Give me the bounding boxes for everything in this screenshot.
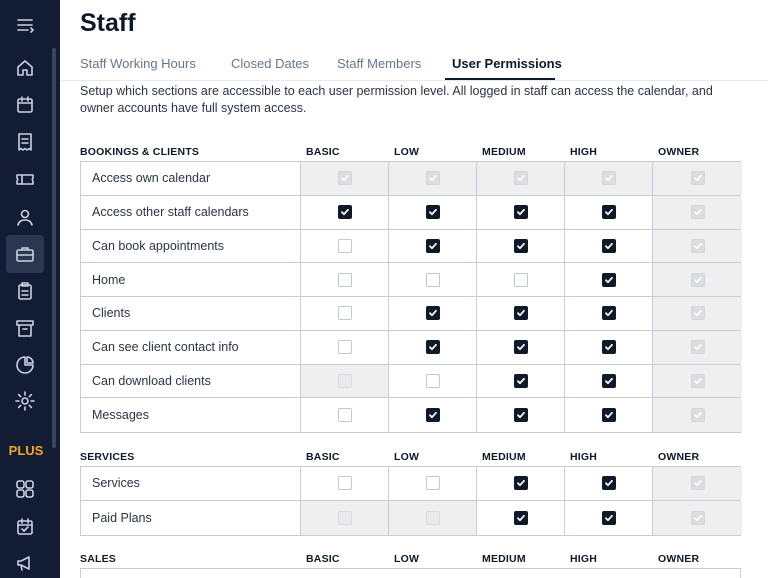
sidebar-item-pie-chart[interactable]	[6, 346, 44, 384]
permission-cell-owner	[653, 365, 742, 398]
permission-cell-medium	[477, 196, 565, 229]
section-header-sales	[80, 553, 740, 567]
permission-cell-owner	[653, 162, 742, 195]
permission-cell-owner	[653, 331, 742, 364]
permission-checkbox-basic	[338, 374, 352, 388]
permission-cell-low	[389, 162, 477, 195]
permission-checkbox-basic[interactable]	[338, 239, 352, 253]
column-header-low: LOW	[394, 553, 420, 565]
sidebar-item-calendar-check[interactable]	[6, 508, 44, 546]
column-header-basic: BASIC	[306, 146, 340, 158]
sidebar-item-gear[interactable]	[6, 382, 44, 420]
permission-checkbox-medium[interactable]	[514, 340, 528, 354]
permission-cell-low	[389, 467, 477, 500]
sidebar-item-archive[interactable]	[6, 309, 44, 347]
permission-checkbox-high[interactable]	[602, 374, 616, 388]
permission-checkbox-basic[interactable]	[338, 205, 352, 219]
page-description: Setup which sections are accessible to each user permission level. All logged in staff can access the calendar, and owner accounts have full system access.	[80, 84, 713, 115]
column-header-high: HIGH	[570, 553, 598, 565]
permission-checkbox-basic[interactable]	[338, 273, 352, 287]
tab-divider	[60, 80, 768, 81]
permission-checkbox-high[interactable]	[602, 306, 616, 320]
permission-label: Can see client contact info	[81, 331, 301, 364]
permission-checkbox-owner	[691, 511, 705, 525]
permission-cell-low	[389, 501, 477, 535]
permission-row-home	[81, 263, 740, 297]
permission-cell-medium	[477, 365, 565, 398]
column-header-medium: MEDIUM	[482, 146, 526, 158]
permission-cell-basic	[301, 230, 389, 263]
permission-checkbox-low	[426, 511, 440, 525]
permission-checkbox-owner	[691, 171, 705, 185]
permission-checkbox-basic	[338, 511, 352, 525]
permissions-table-sales	[80, 568, 741, 578]
permission-label: Home	[81, 263, 301, 296]
permission-checkbox-low[interactable]	[426, 340, 440, 354]
sidebar-item-user[interactable]	[6, 198, 44, 236]
permission-cell-low	[389, 263, 477, 296]
page-title: Staff	[80, 9, 136, 37]
permission-checkbox-high	[602, 171, 616, 185]
permission-cell-low	[389, 196, 477, 229]
permission-label: Paid Plans	[81, 501, 301, 535]
permission-checkbox-low	[426, 171, 440, 185]
permission-cell-high	[565, 365, 653, 398]
permission-checkbox-basic[interactable]	[338, 306, 352, 320]
permission-checkbox-high[interactable]	[602, 340, 616, 354]
permission-cell-basic	[301, 467, 389, 500]
permission-checkbox-owner	[691, 273, 705, 287]
permission-cell-owner	[653, 398, 742, 432]
main-content	[60, 0, 768, 578]
sidebar-item-megaphone[interactable]	[6, 544, 44, 578]
permission-checkbox-owner	[691, 476, 705, 490]
tab-staff-members[interactable]: Staff Members	[337, 56, 422, 71]
column-header-owner: OWNER	[658, 146, 700, 158]
permission-checkbox-owner	[691, 374, 705, 388]
permission-row-paid-plans	[81, 501, 740, 535]
permission-cell-basic	[301, 162, 389, 195]
permission-label: Clients	[81, 297, 301, 330]
permission-cell-basic	[301, 398, 389, 432]
column-header-low: LOW	[394, 146, 420, 158]
permission-cell-owner	[653, 467, 742, 500]
permission-checkbox-low[interactable]	[426, 408, 440, 422]
plus-label[interactable]: PLUS	[8, 443, 44, 458]
permission-cell-basic	[301, 501, 389, 535]
permission-cell-medium	[477, 467, 565, 500]
permission-cell-medium	[477, 297, 565, 330]
permission-label: Can book appointments	[81, 230, 301, 263]
permission-checkbox-high[interactable]	[602, 273, 616, 287]
receipt-icon	[14, 131, 36, 153]
permission-row-messages	[81, 398, 740, 432]
permission-checkbox-medium[interactable]	[514, 205, 528, 219]
column-header-high: HIGH	[570, 146, 598, 158]
sidebar-item-briefcase[interactable]	[6, 235, 44, 273]
permission-cell-high	[565, 331, 653, 364]
permission-cell-high	[565, 162, 653, 195]
permission-cell-owner	[653, 263, 742, 296]
section-header-services	[80, 451, 740, 465]
permission-checkbox-medium[interactable]	[514, 306, 528, 320]
menu-collapse-icon	[14, 14, 36, 36]
permission-checkbox-owner	[691, 340, 705, 354]
permission-cell-high	[565, 230, 653, 263]
column-header-medium: MEDIUM	[482, 553, 526, 565]
sidebar-scrollbar[interactable]	[52, 48, 56, 448]
tab-bar	[60, 52, 768, 80]
column-header-low: LOW	[394, 451, 420, 463]
permission-row-can-download-clients	[81, 365, 740, 399]
permission-row-clients	[81, 297, 740, 331]
permission-checkbox-high[interactable]	[602, 511, 616, 525]
permission-cell-basic	[301, 263, 389, 296]
column-header-high: HIGH	[570, 451, 598, 463]
permission-label: Messages	[81, 398, 301, 432]
permission-checkbox-medium[interactable]	[514, 408, 528, 422]
tab-closed-dates[interactable]: Closed Dates	[231, 56, 310, 71]
permission-checkbox-owner	[691, 205, 705, 219]
permission-row-can-see-client-contact-info	[81, 331, 740, 365]
permission-cell-low	[389, 297, 477, 330]
permission-checkbox-low[interactable]	[426, 306, 440, 320]
permission-checkbox-high[interactable]	[602, 476, 616, 490]
permission-cell-medium	[477, 501, 565, 535]
permission-cell-basic	[301, 365, 389, 398]
home-icon	[14, 56, 36, 78]
permission-checkbox-low[interactable]	[426, 273, 440, 287]
permission-checkbox-basic[interactable]	[338, 408, 352, 422]
permission-checkbox-low[interactable]	[426, 374, 440, 388]
tab-staff-working-hours[interactable]: Staff Working Hours	[80, 56, 196, 71]
permission-checkbox-owner	[691, 239, 705, 253]
sidebar-item-home[interactable]	[6, 48, 44, 86]
permission-checkbox-low[interactable]	[426, 205, 440, 219]
permission-checkbox-owner	[691, 408, 705, 422]
sidebar-item-ticket[interactable]	[6, 160, 44, 198]
permission-checkbox-low[interactable]	[426, 239, 440, 253]
section-header-bookings-and-clients	[80, 146, 740, 160]
section-title: BOOKINGS & CLIENTS	[80, 146, 200, 158]
permission-cell-basic	[301, 196, 389, 229]
sidebar-item-calendar[interactable]	[6, 86, 44, 124]
permission-checkbox-medium	[514, 171, 528, 185]
permission-cell-low	[389, 365, 477, 398]
permission-label: Access own calendar	[81, 162, 301, 195]
permission-checkbox-medium[interactable]	[514, 239, 528, 253]
ticket-icon	[14, 168, 36, 190]
tab-user-permissions[interactable]: User Permissions	[452, 56, 562, 71]
permission-checkbox-owner	[691, 306, 705, 320]
permission-cell-high	[565, 196, 653, 229]
calendar-icon	[14, 94, 36, 116]
permission-cell-owner	[653, 196, 742, 229]
permission-cell-high	[565, 297, 653, 330]
permission-cell-high	[565, 467, 653, 500]
permission-checkbox-medium[interactable]	[514, 273, 528, 287]
section-title: SERVICES	[80, 451, 135, 463]
sidebar-item-receipt[interactable]	[6, 123, 44, 161]
column-header-owner: OWNER	[658, 553, 700, 565]
permission-row-access-own-calendar	[81, 162, 740, 196]
permission-cell-medium	[477, 331, 565, 364]
permission-checkbox-basic	[338, 171, 352, 185]
permission-checkbox-low[interactable]	[426, 476, 440, 490]
column-header-owner: OWNER	[658, 451, 700, 463]
permission-cell-medium	[477, 398, 565, 432]
permission-checkbox-medium[interactable]	[514, 476, 528, 490]
permission-checkbox-basic[interactable]	[338, 340, 352, 354]
clipboard-icon	[14, 280, 36, 302]
sidebar-item-clipboard[interactable]	[6, 272, 44, 310]
permission-label: Access other staff calendars	[81, 196, 301, 229]
sidebar	[0, 0, 60, 578]
permission-cell-owner	[653, 297, 742, 330]
permission-checkbox-high[interactable]	[602, 239, 616, 253]
megaphone-icon	[14, 552, 36, 574]
permission-cell-medium	[477, 162, 565, 195]
gear-icon	[14, 390, 36, 412]
column-header-medium: MEDIUM	[482, 451, 526, 463]
permissions-table-bookings-and-clients	[80, 161, 741, 433]
permission-checkbox-high[interactable]	[602, 205, 616, 219]
permission-row-services	[81, 467, 740, 501]
permission-cell-low	[389, 398, 477, 432]
permission-label: Can download clients	[81, 365, 301, 398]
permission-cell-basic	[301, 297, 389, 330]
column-header-basic: BASIC	[306, 553, 340, 565]
permission-cell-high	[565, 263, 653, 296]
permission-checkbox-medium[interactable]	[514, 374, 528, 388]
permission-checkbox-high[interactable]	[602, 408, 616, 422]
pie-chart-icon	[14, 354, 36, 376]
permission-cell-medium	[477, 263, 565, 296]
apps-grid-icon	[14, 478, 36, 500]
permission-cell-low	[389, 331, 477, 364]
permission-row-access-other-staff-calendars	[81, 196, 740, 230]
calendar-check-icon	[14, 516, 36, 538]
permission-cell-high	[565, 501, 653, 535]
permissions-table-services	[80, 466, 741, 536]
permission-cell-owner	[653, 501, 742, 535]
sidebar-item-apps-grid[interactable]	[6, 470, 44, 508]
permission-cell-basic	[301, 331, 389, 364]
permission-cell-high	[565, 398, 653, 432]
permission-label: Services	[81, 467, 301, 500]
column-header-basic: BASIC	[306, 451, 340, 463]
sidebar-item-menu-collapse[interactable]	[6, 6, 44, 44]
permission-checkbox-medium[interactable]	[514, 511, 528, 525]
permission-checkbox-basic[interactable]	[338, 476, 352, 490]
section-title: SALES	[80, 553, 117, 565]
briefcase-icon	[14, 243, 36, 265]
permission-row-can-book-appointments	[81, 230, 740, 264]
permission-cell-owner	[653, 230, 742, 263]
user-icon	[14, 206, 36, 228]
permission-cell-medium	[477, 230, 565, 263]
permission-cell-low	[389, 230, 477, 263]
archive-icon	[14, 317, 36, 339]
